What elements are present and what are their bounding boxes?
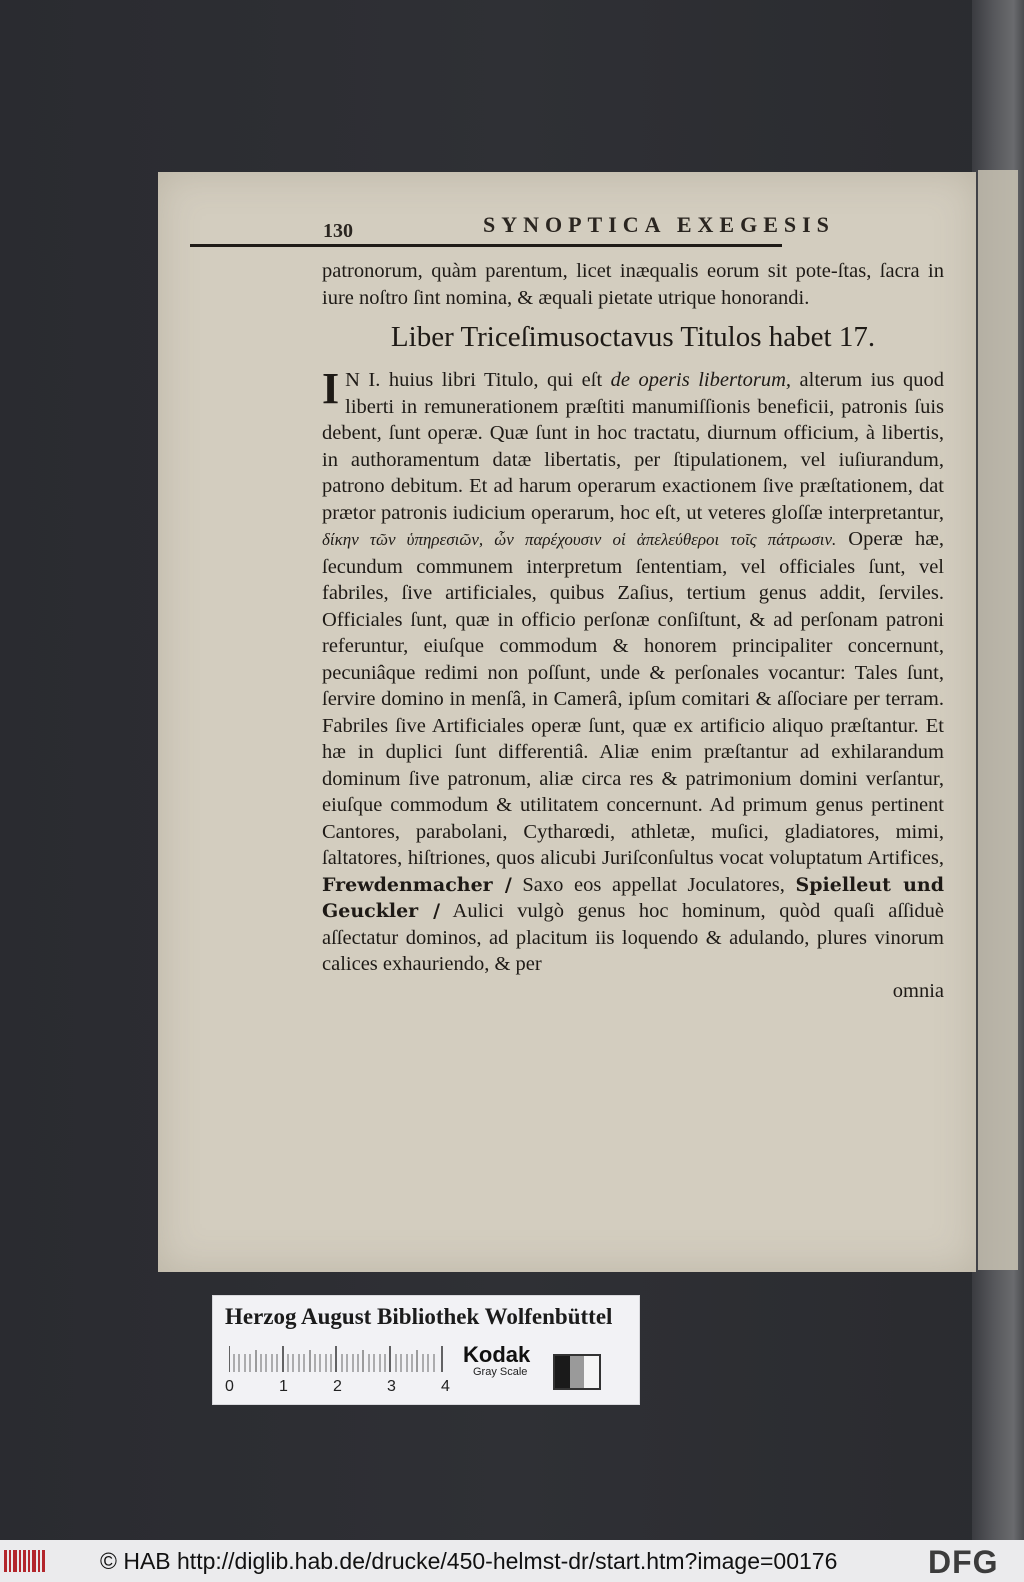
gray-patch-white: [555, 1356, 570, 1388]
gray-patch-mid: [570, 1356, 585, 1388]
footer-bar: [0, 1540, 1024, 1582]
ruler-label-0: 0: [225, 1378, 234, 1395]
gray-patch-dark: [584, 1356, 599, 1388]
text-block: [322, 258, 944, 1004]
catchword: omnia: [892, 979, 944, 1002]
body-text-5: Aulici vulgò genus hoc hominum, quòd quaſi aſſiduè aſſectatur dominos, ad placitum iis loquendo & adulando, plures vinorum calices exhauriendo, & per: [322, 900, 945, 975]
body-italic-title: de operis libertorum,: [610, 369, 792, 391]
body-text-2: alterum ius quod liberti in remunerationem præſtiti manumiſſionis beneficii, patronis ſuis debent, ſunt operæ. Quæ ſunt in hoc tractatu, diurnum officium, à libertis, in authoramentum datæ libertatis, per ſtipulationem, vel iuſiurandum, patrono debitum. Et ad harum operarum exactionem ſive præſtationem, dat prætor patronis iudicium operarum, hoc eſt, ut veteres gloſſæ interpretantur,: [322, 369, 945, 524]
blackletter-term-1: Frewdenmacher /: [322, 873, 512, 896]
ruler-ticks: [229, 1346, 443, 1372]
color-target-card: [212, 1295, 640, 1405]
section-heading: Liber Triceſimusoctavus Titulos habet 17.: [390, 321, 876, 353]
ruler-label-4: 4: [441, 1378, 450, 1395]
gray-scale-icon: [553, 1354, 601, 1390]
ruler-label-1: 1: [279, 1378, 288, 1395]
ruler-label-2: 2: [333, 1378, 342, 1395]
intro-paragraph: patronorum, quàm parentum, licet inæqualis eorum sit pote-ſtas, ſacra in iure noſtro ſint nomina, & æquali pietate utrique honorandi.: [322, 260, 944, 309]
library-name: Herzog August Bibliothek Wolfenbüttel: [225, 1304, 613, 1329]
ruler-icon: [229, 1346, 443, 1372]
drop-capital: I: [322, 364, 340, 413]
body-text-4: Saxo eos appellat Joculatores,: [511, 873, 796, 896]
dfg-logo: DFG: [928, 1544, 999, 1580]
body-text-3: Operæ hæ, ſecundum communem interpretum ſententiam, vel officiales ſunt, vel fabriles, ſive artificiales, quibus Zaſius, tertium genus addit, ſerviles. Officiales ſunt, quæ in officio perſonæ conſiſtunt, & ad perſonam patroni referuntur, eiuſque commodum & honorem principaliter concernunt, pecuniâque redimi non poſſunt, unde & perſonales vocantur: Tales ſunt, ſervire domino in menſâ, in Camerâ, ipſum comitari & aſſociare per terram. Fabriles ſive Artificiales operæ ſunt, quæ ex artificio aliquo præſtantur. Et hæ in duplici ſunt differentiâ. Aliæ enim præſtantur ad exhilarandum dominum ſive patronum, aliæ circa res & patrimonium domini verſantur, eiuſque commodum & utilitatem concernunt. Ad primum genus pertinent Cantores, parabolani, Cytharœdi, athletæ, muſici, gladiatores, mimi, ſaltatores, hiſtriones, quos alicubi Juriſconſultus vocat voluptatum Artifices,: [322, 528, 944, 869]
greek-quote: δίκην τῶν ὑπηρεσιῶν, ὧν παρέχουσιν οἱ ἀπελεύθεροι τοῖς πάτρωσιν.: [322, 530, 837, 549]
body-paragraph: [322, 364, 945, 978]
barcode-icon: [4, 1548, 48, 1574]
footer-url: © HAB http://diglib.hab.de/drucke/450-helmst-dr/start.htm?image=00176: [100, 1548, 838, 1574]
body-text-1: N I. huius libri Titulo, qui eſt: [345, 369, 611, 391]
ruler-label-3: 3: [387, 1378, 396, 1395]
page-number: 130: [323, 220, 353, 242]
running-title: SYNOPTICA EXEGESIS: [483, 212, 835, 237]
ruler-labels: [225, 1378, 455, 1398]
kodak-subtitle: Gray Scale: [473, 1366, 528, 1378]
text-layer: [158, 172, 976, 1272]
blackletter-term-2: Spielleut und Geuckler /: [322, 873, 944, 922]
kodak-brand: Kodak: [463, 1342, 531, 1367]
adjacent-page-edge: [978, 170, 1018, 1270]
